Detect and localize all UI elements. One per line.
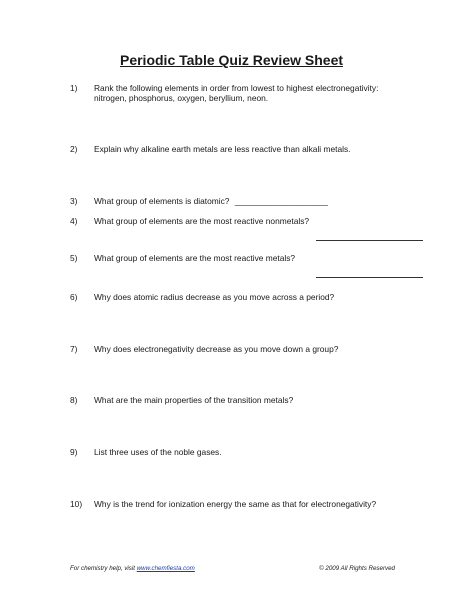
footer-help (70, 565, 195, 572)
question-number: 10) (70, 499, 83, 509)
question-text: Why does electronegativity decrease as you move down a group? (94, 344, 339, 354)
question-text: What are the main properties of the transition metals? (94, 395, 294, 405)
question-number: 3) (70, 196, 78, 206)
question-text: Rank the following elements in order from lowest to highest electronegativity: nitrogen, phosphorus, oxygen, beryllium, neon. (94, 83, 379, 103)
footer-copyright: © 2009 All Rights Reserved (319, 565, 395, 572)
question-text: What group of elements are the most reactive nonmetals? (94, 216, 310, 226)
question-number: 8) (70, 395, 78, 405)
footer-help-text: For chemistry help, visit (70, 565, 137, 572)
question-number: 9) (70, 447, 78, 457)
answer-blank: ____________________ (234, 196, 328, 206)
question-text: What group of elements are the most reactive metals? (94, 253, 296, 263)
question-text: List three uses of the noble gases. (94, 447, 222, 457)
question-number: 5) (70, 253, 78, 263)
question-text: What group of elements is diatomic? (94, 196, 230, 206)
question-text: Explain why alkaline earth metals are less reactive than alkali metals. (94, 144, 351, 154)
question-number: 6) (70, 292, 78, 302)
question-number: 1) (70, 83, 78, 93)
chemfiesta-link[interactable]: www.chemfiesta.com (136, 565, 195, 572)
page-title: Periodic Table Quiz Review Sheet (119, 52, 344, 68)
answer-line (316, 240, 423, 241)
question-text: Why is the trend for ionization energy the same as that for electronegativity? (94, 499, 377, 509)
question-number: 4) (70, 216, 78, 226)
answer-line (316, 277, 423, 278)
question-number: 7) (70, 344, 78, 354)
question-number: 2) (70, 144, 78, 154)
question-text: Why does atomic radius decrease as you move across a period? (94, 292, 335, 302)
